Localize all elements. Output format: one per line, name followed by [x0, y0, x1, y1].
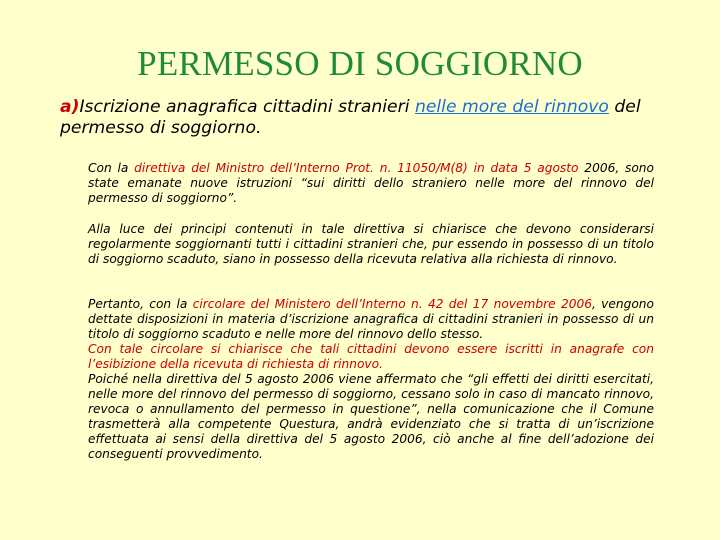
section-heading — [60, 97, 660, 139]
paragraph-direttiva — [88, 161, 654, 206]
paragraph-circolare — [88, 297, 654, 462]
page-title: PERMESSO DI SOGGIORNO — [137, 44, 583, 83]
para3-intro: Pertanto, con la — [88, 297, 193, 311]
para1-intro: Con la — [88, 161, 135, 175]
heading-text: Iscrizione anagrafica cittadini stranieri — [79, 97, 415, 117]
para1-rest: 2006, sono state emanate nuove istruzioni “sui diritti dello straniero nelle more del rinnovo del permesso di soggiorno”. — [88, 161, 654, 205]
paragraph-regolarmente-soggiornanti: Alla luce dei principi contenuti in tale direttiva si chiarisce che devono considerarsi regolarmente soggiornanti tutti i cittadini stranieri che, pur essendo in possesso di un titolo di soggiorno scaduto, siano in possesso della ricevuta relativa alla richiesta di rinnovo. — [88, 222, 654, 266]
paragraph-effetti-diritti: Poiché nella direttiva del 5 agosto 2006 viene affermato che “gli effetti dei diritti esercitati, nelle more del rinnovo del permesso di soggiorno, cessano solo in caso di mancato rinnovo, revoca o annullamento del permesso in questione”, nella comunicazione che il Comune trasmetterà alla competente Questura, andrà evidenziato che si tratta di un’iscrizione effettuata ai sensi della direttiva del 5 agosto 2006, ciò anche al fine dell’adozione dei conseguenti provvedimento. — [88, 372, 654, 461]
para3-rest: , vengono dettate disposizioni in materia d’iscrizione anagrafica di cittadini stranieri in possesso di un titolo di soggiorno scaduto e nelle more del rinnovo dello stesso. — [88, 297, 654, 341]
heading-underlined-text: nelle more del rinnovo — [414, 97, 609, 117]
para3-highlight: circolare del Ministero dell’Interno n. 42 del 17 novembre 2006 — [192, 297, 592, 311]
para1-highlight: direttiva del Ministro dell’Interno Prot. n. 11050/M(8) in data 5 agosto — [134, 161, 579, 175]
heading-text-after: del permesso di soggiorno. — [60, 97, 641, 138]
paragraph-iscrizione-anagrafe: Con tale circolare si chiarisce che tali cittadini devono essere iscritti in anagrafe con l’esibizione della ricevuta di richiesta di rinnovo. — [88, 342, 654, 371]
heading-marker: a) — [60, 97, 80, 117]
